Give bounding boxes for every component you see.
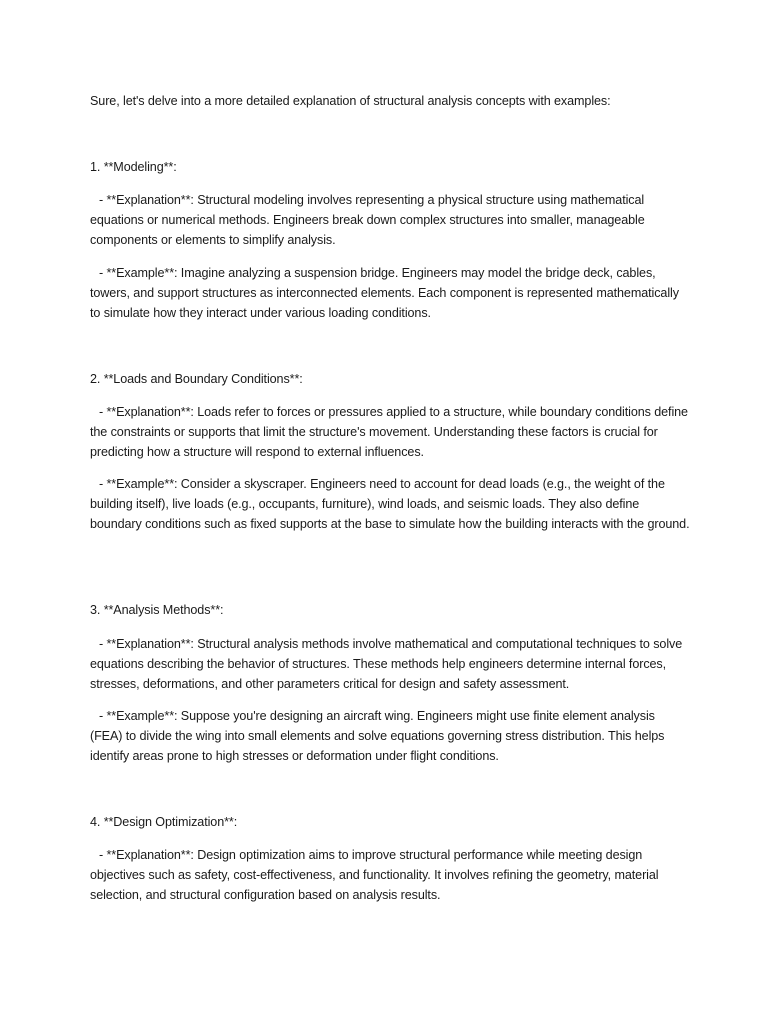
section-explanation-modeling: - **Explanation**: Structural modeling involves representing a physical structure using mathematical equations or numerical methods. Engineers break down complex structures into smaller, manageable components or elements to simplify analysis. <box>90 193 649 247</box>
section-heading-loads: 2. **Loads and Boundary Conditions**: <box>90 372 303 386</box>
section-example-analysis: - **Example**: Suppose you're designing an aircraft wing. Engineers might use finite element analysis (FEA) to divide the wing into small elements and solve equations governing stress distribution. This helps identify areas prone to high stresses or deformation under flight conditions. <box>90 709 668 763</box>
section-example-modeling: - **Example**: Imagine analyzing a suspension bridge. Engineers may model the bridge deck, cables, towers, and support structures as interconnected elements. Each component is represented mathematically to simulate how they interact under various loading conditions. <box>90 266 683 320</box>
section-heading-design: 4. **Design Optimization**: <box>90 815 238 829</box>
section-explanation-design: - **Explanation**: Design optimization aims to improve structural performance while meeting design objectives such as safety, cost-effectiveness, and functionality. It involves refining the geometry, material selection, and structural configuration based on analysis results. <box>90 848 662 902</box>
section-explanation-analysis: - **Explanation**: Structural analysis methods involve mathematical and computational techniques to solve equations describing the behavior of structures. These methods help engineers determine internal forces, stresses, deformations, and other parameters critical for design and safety assessment. <box>90 637 686 691</box>
section-heading-analysis: 3. **Analysis Methods**: <box>90 603 224 617</box>
intro-paragraph: Sure, let's delve into a more detailed explanation of structural analysis concepts with examples: <box>90 94 611 108</box>
section-example-loads: - **Example**: Consider a skyscraper. Engineers need to account for dead loads (e.g., the weight of the building itself), live loads (e.g., occupants, furniture), wind loads, and seismic loads. They also define boundary conditions such as fixed supports at the base to simulate how the building interacts with the ground. <box>90 477 690 531</box>
section-heading-modeling: 1. **Modeling**: <box>90 160 177 174</box>
section-explanation-loads: - **Explanation**: Loads refer to forces or pressures applied to a structure, while boundary conditions define the constraints or supports that limit the structure's movement. Understanding these factors is crucial for predicting how a structure will respond to external influences. <box>90 405 692 459</box>
